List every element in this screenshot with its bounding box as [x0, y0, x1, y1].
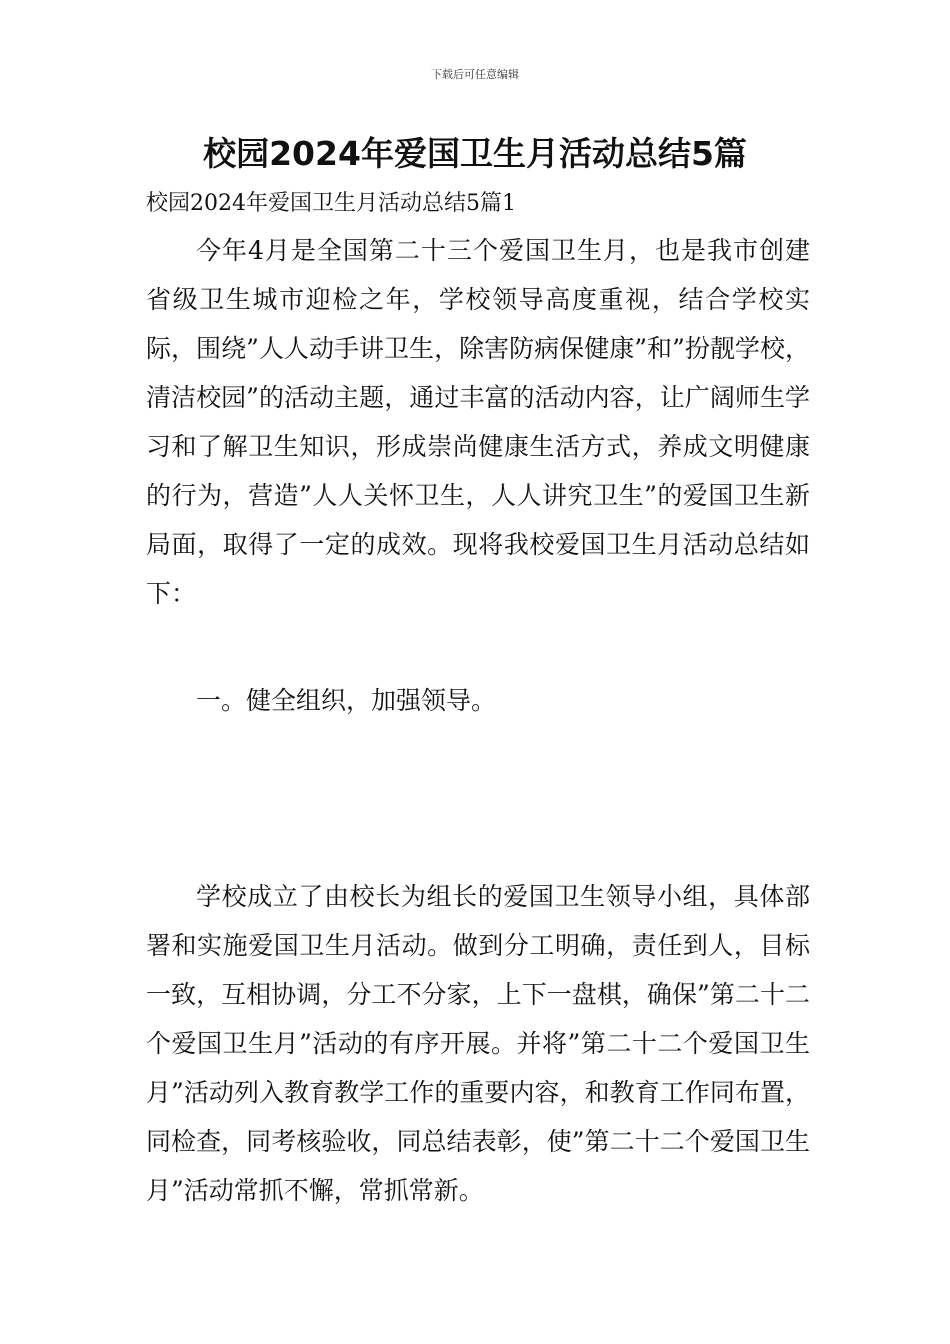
page-header-note: 下载后可任意编辑	[431, 68, 519, 81]
body-paragraph-1: 今年4月是全国第二十三个爱国卫生月，也是我市创建省级卫生城市迎检之年，学校领导高度重视，结合学校实际，围绕”人人动手讲卫生，除害防病保健康”和”扮靓学校，清洁校园”的活动主题，通过丰富的活动内容，让广阔师生学习和了解卫生知识，形成崇尚健康生活方式，养成文明健康的行为，营造”人人关怀卫生，人人讲究卫生”的爱国卫生新局面，取得了一定的成效。现将我校爱国卫生月活动总结如下：	[146, 236, 810, 608]
document-title: 校园2024年爱国卫生月活动总结5篇	[203, 134, 747, 173]
section-heading-1: 一。健全组织，加强领导。	[196, 686, 497, 715]
document-subtitle: 校园2024年爱国卫生月活动总结5篇1	[146, 191, 516, 216]
body-paragraph-2: 学校成立了由校长为组长的爱国卫生领导小组，具体部署和实施爱国卫生月活动。做到分工明确，责任到人，目标一致，互相协调，分工不分家，上下一盘棋，确保”第二十二个爱国卫生月”活动的有序开展。并将”第二十二个爱国卫生月”活动列入教育教学工作的重要内容，和教育工作同布置，同检查，同考核验收，同总结表彰，使”第二十二个爱国卫生月”活动常抓不懈，常抓常新。	[146, 882, 810, 1205]
